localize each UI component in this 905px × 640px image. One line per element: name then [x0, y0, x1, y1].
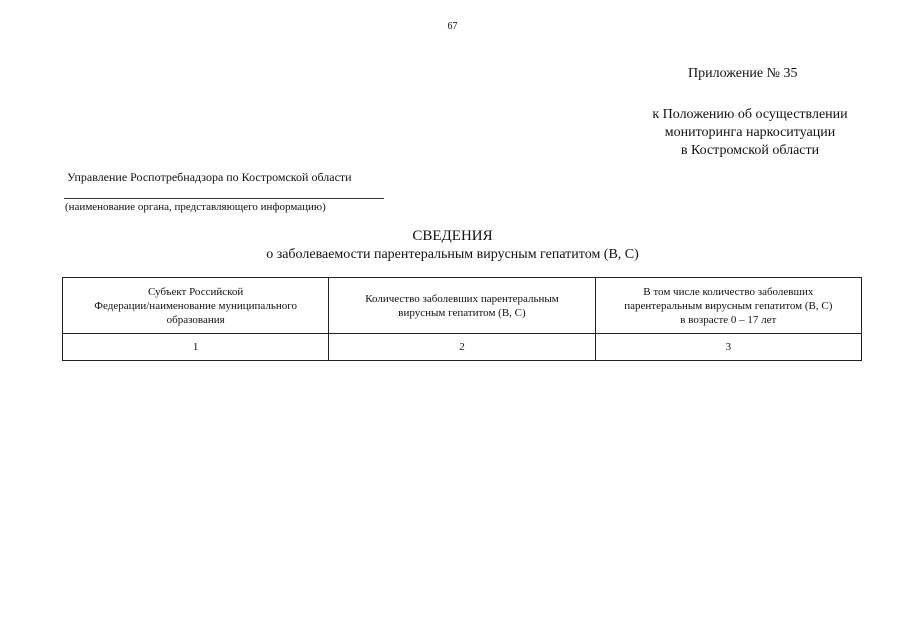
appendix-reference: [632, 106, 868, 160]
organization-underline: [64, 198, 384, 199]
document-title: СВЕДЕНИЯ: [412, 228, 493, 244]
page-number: 67: [447, 21, 458, 32]
header-line: в возрасте 0 – 17 лет: [680, 313, 777, 326]
header-line: Субъект Российской: [148, 285, 244, 298]
report-table: [62, 277, 862, 361]
table-header-row: [63, 278, 862, 334]
header-line: Количество заболевших парентеральным: [365, 292, 559, 305]
header-subject: [63, 278, 329, 334]
header-line: В том числе количество заболевших: [643, 285, 814, 298]
header-line: образования: [166, 313, 225, 326]
appendix-reference-line: к Положению об осуществлении: [652, 107, 848, 122]
appendix-title: Приложение № 35: [688, 66, 798, 81]
header-total-cases: [329, 278, 595, 334]
column-number-cell: 1: [63, 334, 329, 361]
column-number-cell: 3: [595, 334, 861, 361]
organization-name: Управление Роспотребнадзора по Костромской области: [67, 170, 352, 184]
header-line: Федерации/наименование муниципального: [94, 299, 298, 312]
table-row: [63, 334, 862, 361]
document-subtitle: о заболеваемости парентеральным вирусным гепатитом (В, С): [266, 247, 639, 262]
organization-caption: (наименование органа, представляющего информацию): [65, 201, 326, 213]
header-line: парентеральным вирусным гепатитом (В, С): [624, 299, 833, 312]
appendix-reference-line: мониторинга наркоситуации: [664, 125, 836, 140]
appendix-reference-line: в Костромской области: [680, 143, 820, 158]
header-line: вирусным гепатитом (В, С): [398, 306, 526, 319]
column-number-cell: 2: [329, 334, 595, 361]
header-cases-0-17: [595, 278, 861, 334]
